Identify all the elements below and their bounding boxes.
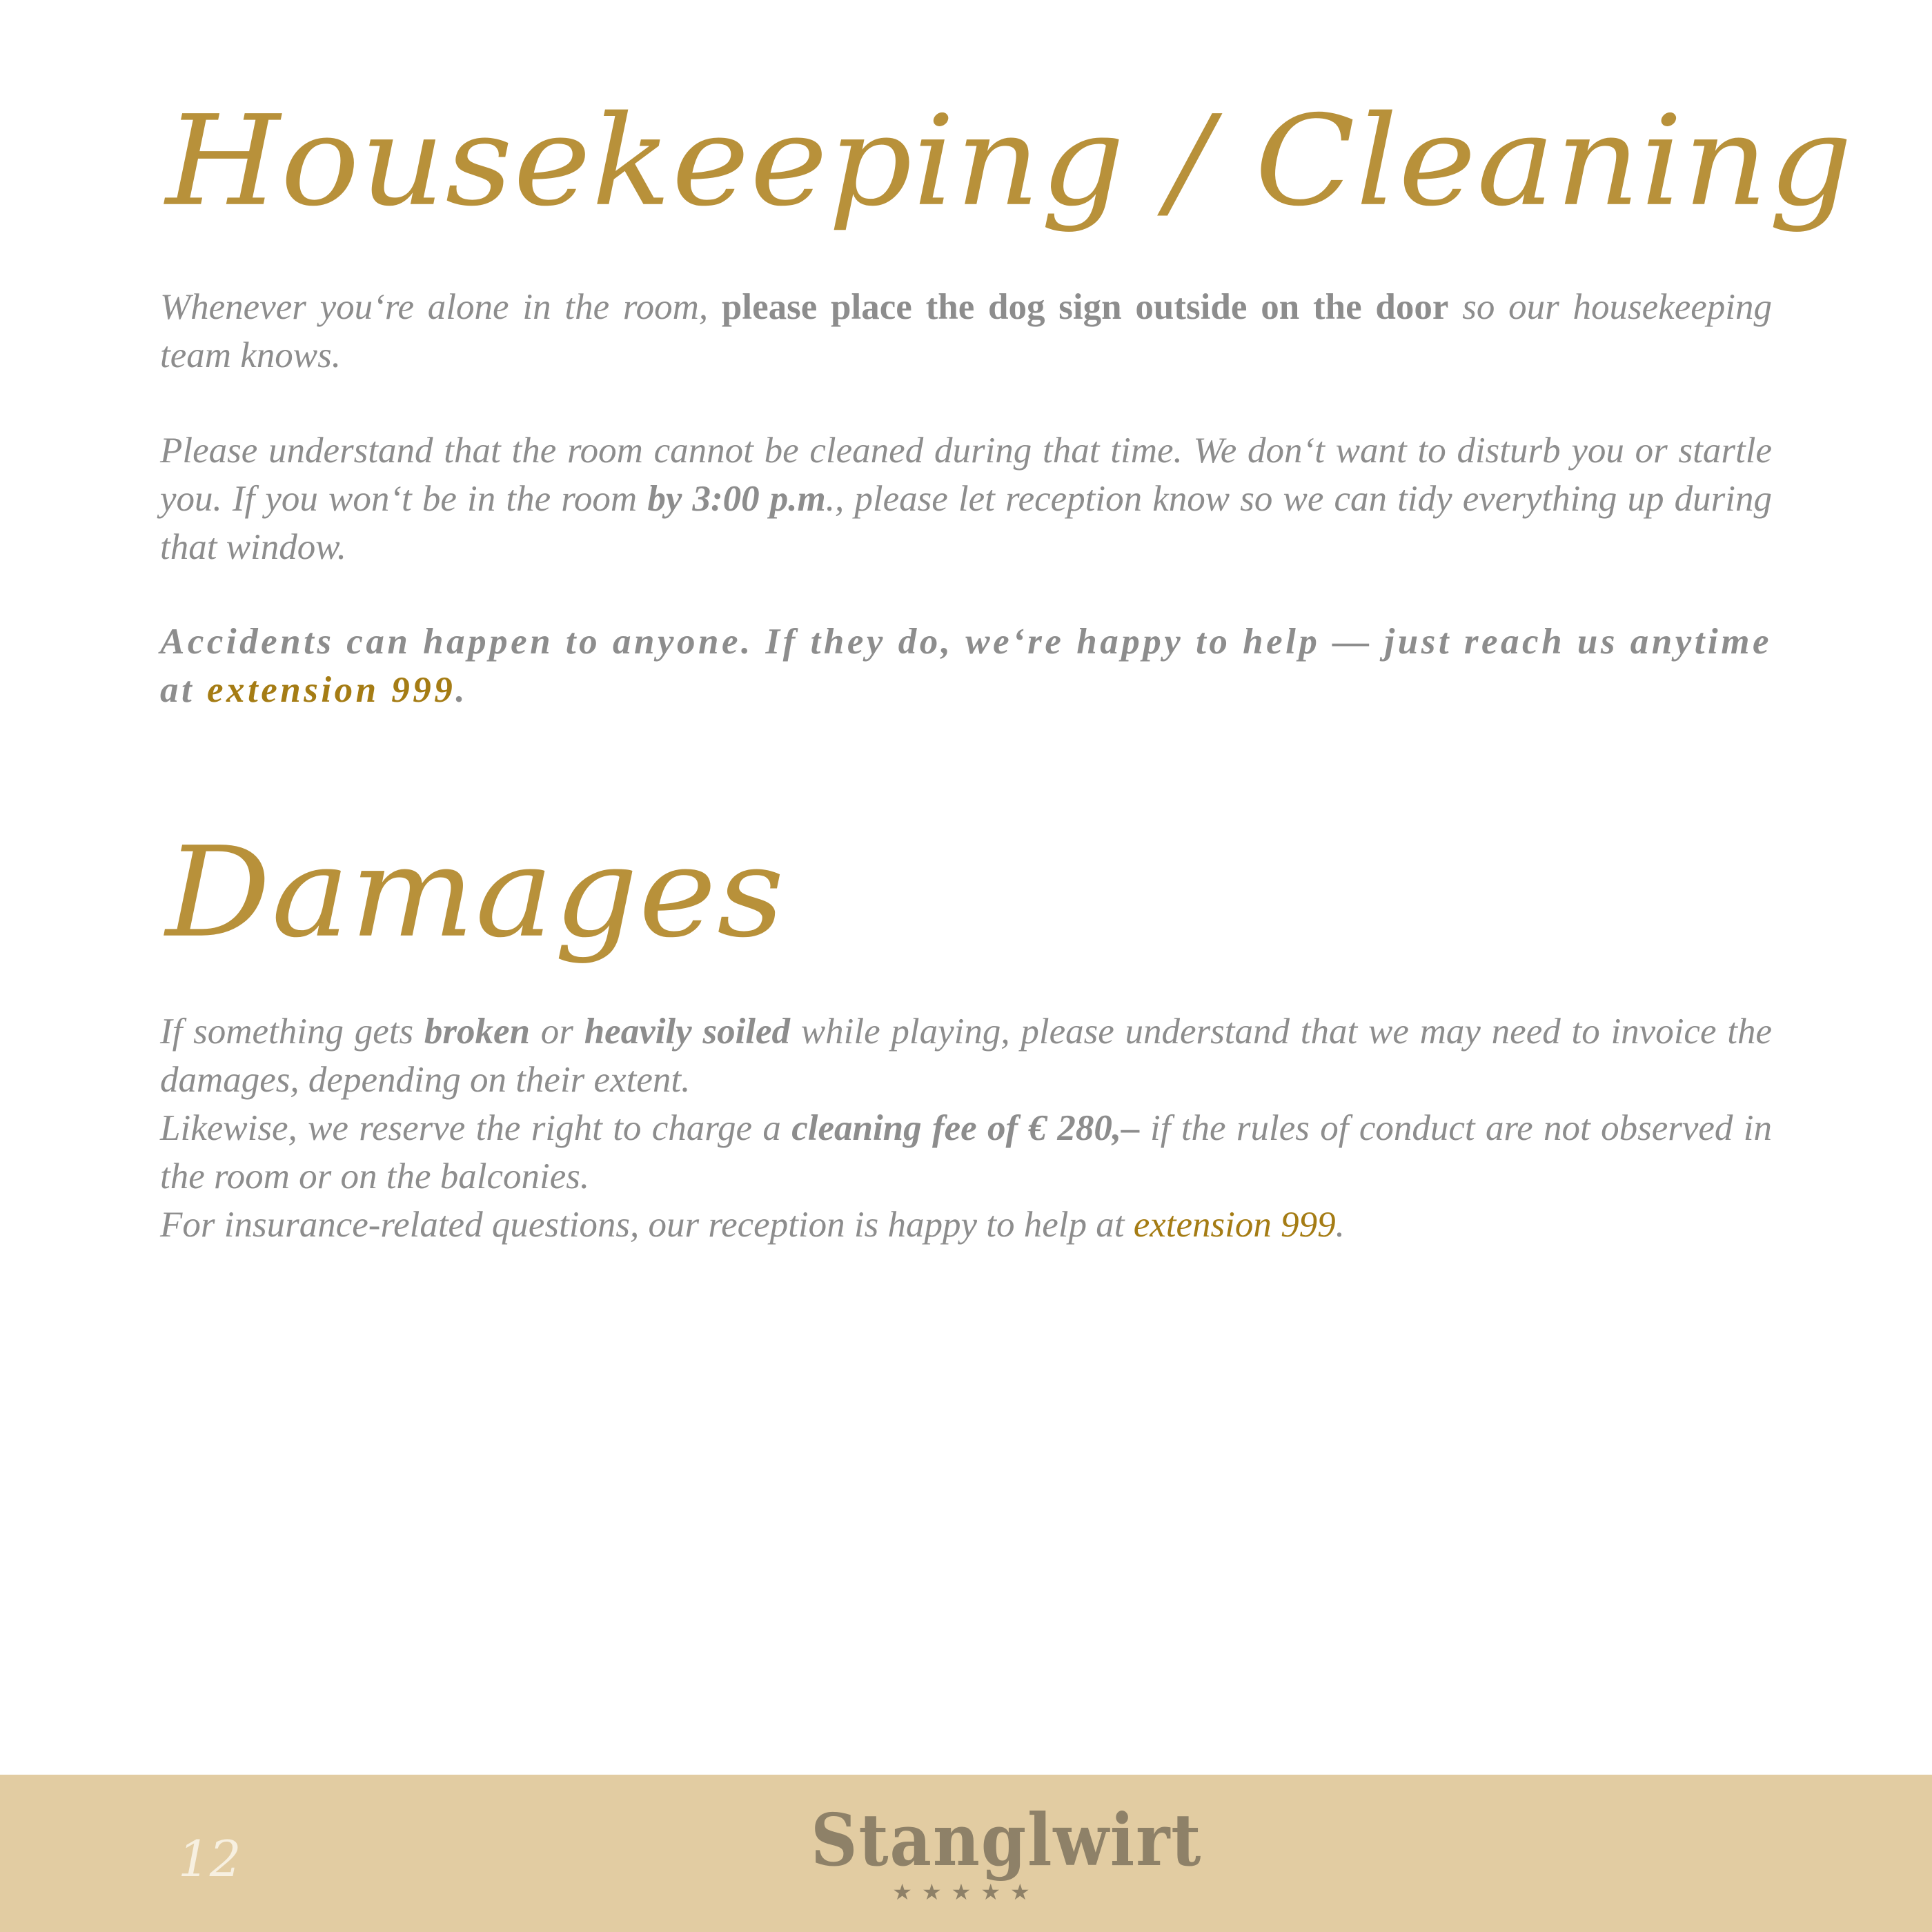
dog-sign-instruction: please place the dog sign outside on the door [721, 287, 1449, 327]
text-segment: or [530, 1012, 584, 1052]
text-segment: so our housekeeping team knows. [160, 287, 1772, 375]
text-segment: while playing, please understand that we may need to invoice the damages, depending on their extent. [160, 1012, 1772, 1100]
damages-paragraph [160, 1007, 1772, 1249]
heavily-soiled-term: heavily soiled [584, 1012, 791, 1052]
text-segment: If something gets [160, 1012, 424, 1052]
housekeeping-heading: Housekeeping / Cleaning [166, 88, 1853, 234]
text-segment: ., please let reception know so we can tidy everything up during that window. [160, 479, 1773, 567]
footer-band [0, 1775, 1932, 1932]
accidents-text: Accidents can happen to anyone. If they do, we‘re happy to help — just reach us anytime at [160, 622, 1772, 710]
star-rating-icon: ★★★★★ [892, 1879, 1040, 1905]
extension-999-link[interactable]: extension 999 [1133, 1205, 1336, 1245]
text-segment: Whenever you‘re alone in the room, [160, 287, 722, 327]
cleaning-fee: cleaning fee of € 280,– [791, 1108, 1140, 1148]
cleaning-deadline: by 3:00 p.m [647, 479, 826, 519]
text-segment: if the rules of conduct are not observed in the room or on the balconies. [160, 1108, 1773, 1196]
damages-cleaning-fee-line [160, 1104, 1772, 1201]
damages-heading: Damages [166, 820, 785, 965]
text-segment: For insurance-related questions, our reception is happy to help at [160, 1205, 1134, 1245]
extension-999-link[interactable]: extension 999 [206, 670, 456, 710]
damages-insurance-line [160, 1201, 1772, 1249]
housekeeping-dog-sign-paragraph [160, 283, 1772, 379]
stanglwirt-logo [793, 1797, 1203, 1906]
text-segment: . [1335, 1205, 1345, 1245]
housekeeping-cleaning-time-paragraph [160, 426, 1772, 571]
text-segment: Likewise, we reserve the right to charge a [160, 1108, 792, 1148]
broken-term: broken [424, 1012, 531, 1052]
text-segment: Please understand that the room cannot be cleaned during that time. We don‘t want to disturb you or startle you. If you won‘t be in the room [160, 431, 1772, 519]
page-number: 12 [178, 1830, 241, 1888]
damages-invoice-line [160, 1007, 1772, 1104]
logo-wordmark: Stanglwirt [811, 1797, 1203, 1882]
text-segment: . [455, 670, 469, 710]
housekeeping-accidents-paragraph [160, 618, 1772, 714]
